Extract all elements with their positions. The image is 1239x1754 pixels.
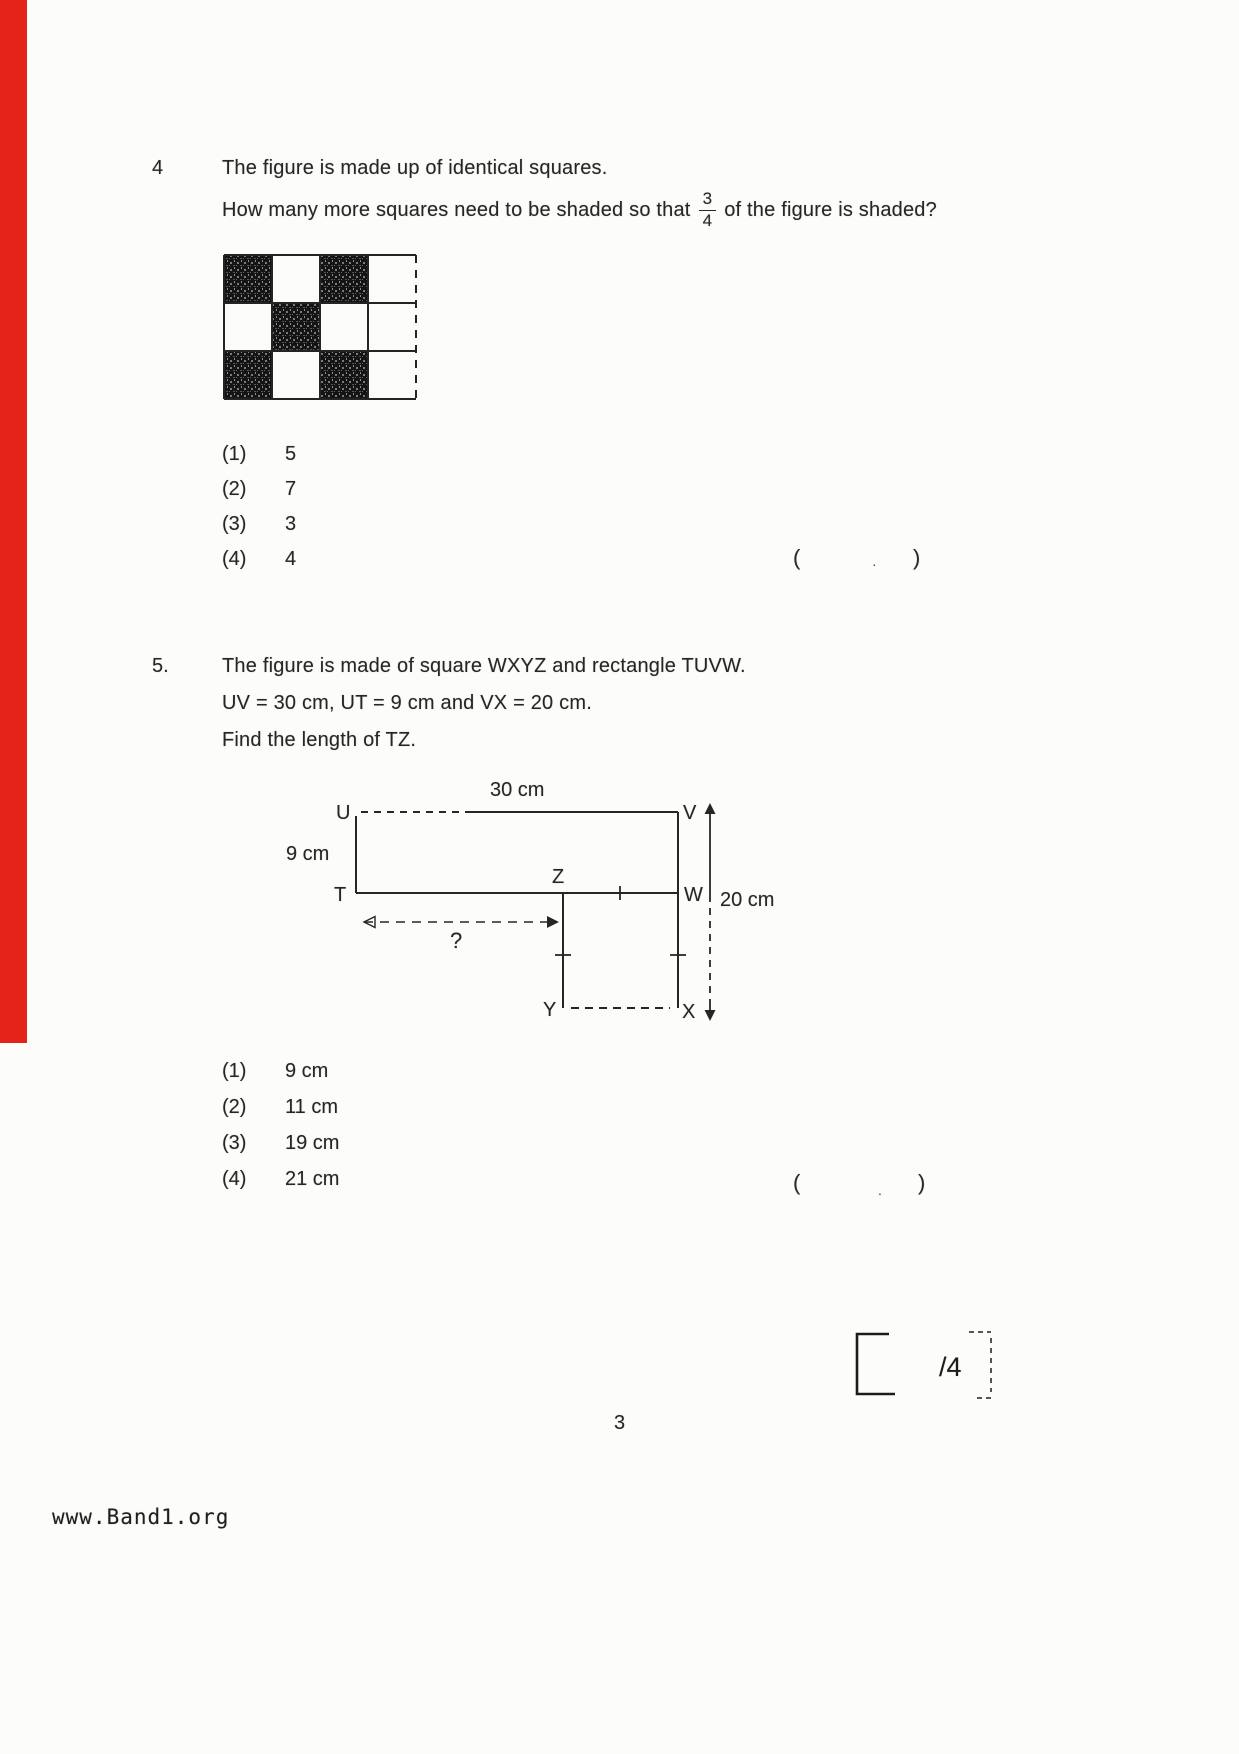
option-value: 5 <box>285 443 297 465</box>
arrowhead-right <box>547 916 559 928</box>
option-label: (4) <box>222 1168 247 1190</box>
q4-answer-bracket-dot: · <box>872 556 877 572</box>
q5-text-line2: UV = 30 cm, UT = 9 cm and VX = 20 cm. <box>222 692 592 714</box>
dim-label-9cm: 9 cm <box>286 843 330 865</box>
q5-text-line1: The figure is made of square WXYZ and rectangle TUVW. <box>222 655 746 677</box>
option-label: (1) <box>222 1060 247 1082</box>
q4-answer-bracket-close: ) <box>913 545 921 570</box>
left-red-margin-strip <box>0 0 27 1043</box>
dim-label-20cm: 20 cm <box>720 889 775 911</box>
q5-option-2 <box>222 1096 339 1132</box>
point-label-Y: Y <box>543 999 557 1021</box>
q5-option-3 <box>222 1132 339 1168</box>
fraction-numerator: 3 <box>699 190 717 211</box>
arrowhead-up <box>705 803 716 814</box>
point-label-W: W <box>684 884 703 906</box>
grid-cell-shaded <box>320 255 368 303</box>
q4-line2-post: of the figure is shaded? <box>724 198 937 221</box>
option-value: 11 cm <box>285 1096 338 1118</box>
grid-cell-shaded <box>272 303 320 351</box>
fraction-denominator: 4 <box>702 210 713 230</box>
score-box-label: /4 <box>939 1352 962 1382</box>
q4-option-2 <box>222 478 296 513</box>
q5-diagram <box>278 770 798 1042</box>
point-label-X: X <box>682 1001 696 1023</box>
footer-url: www.Band1.org <box>52 1505 230 1529</box>
option-value: 4 <box>285 548 297 570</box>
option-value: 9 cm <box>285 1060 329 1082</box>
option-label: (2) <box>222 478 247 500</box>
option-value: 7 <box>285 478 297 500</box>
q5-text-line3: Find the length of TZ. <box>222 729 417 751</box>
option-label: (3) <box>222 1132 247 1154</box>
score-box-left-bracket <box>857 1334 895 1394</box>
q4-text-line1: The figure is made up of identical squares. <box>222 157 608 179</box>
option-label: (3) <box>222 513 247 535</box>
fraction-three-quarters <box>699 190 717 230</box>
option-label: (2) <box>222 1096 247 1118</box>
option-value: 3 <box>285 513 297 535</box>
q4-answer-bracket-open: ( <box>793 545 801 570</box>
q5-answer-bracket-dot: . <box>878 1182 882 1198</box>
q5-answer-bracket-open: ( <box>793 1170 801 1195</box>
option-value: 19 cm <box>285 1132 340 1154</box>
option-value: 21 cm <box>285 1168 340 1190</box>
point-label-T: T <box>334 884 347 906</box>
q5-number: 5. <box>152 655 169 677</box>
page-number: 3 <box>613 1412 626 1434</box>
q4-number: 4 <box>152 157 164 179</box>
grid-cell-shaded <box>224 255 272 303</box>
grid-cell-shaded <box>224 351 272 399</box>
q4-option-1 <box>222 443 296 478</box>
point-label-U: U <box>336 802 351 824</box>
q4-option-3 <box>222 513 296 548</box>
point-label-V: V <box>683 802 697 824</box>
q5-answer-bracket-close: ) <box>918 1170 926 1195</box>
dim-label-30cm: 30 cm <box>490 779 545 801</box>
option-label: (1) <box>222 443 247 465</box>
q4-option-4 <box>222 548 296 583</box>
q5-options <box>222 1060 339 1204</box>
q5-option-4 <box>222 1168 339 1204</box>
arrowhead-down <box>705 1010 716 1021</box>
q5-option-1 <box>222 1060 339 1096</box>
dim-label-unknown: ? <box>450 928 463 953</box>
q4-line2-pre: How many more squares need to be shaded so that <box>222 198 691 221</box>
grid-cell-shaded <box>320 351 368 399</box>
q4-text-line2 <box>222 190 937 230</box>
score-box <box>853 1330 999 1404</box>
point-label-Z: Z <box>552 866 565 888</box>
q4-figure-grid <box>222 253 420 403</box>
q4-options <box>222 443 296 583</box>
option-label: (4) <box>222 548 247 570</box>
